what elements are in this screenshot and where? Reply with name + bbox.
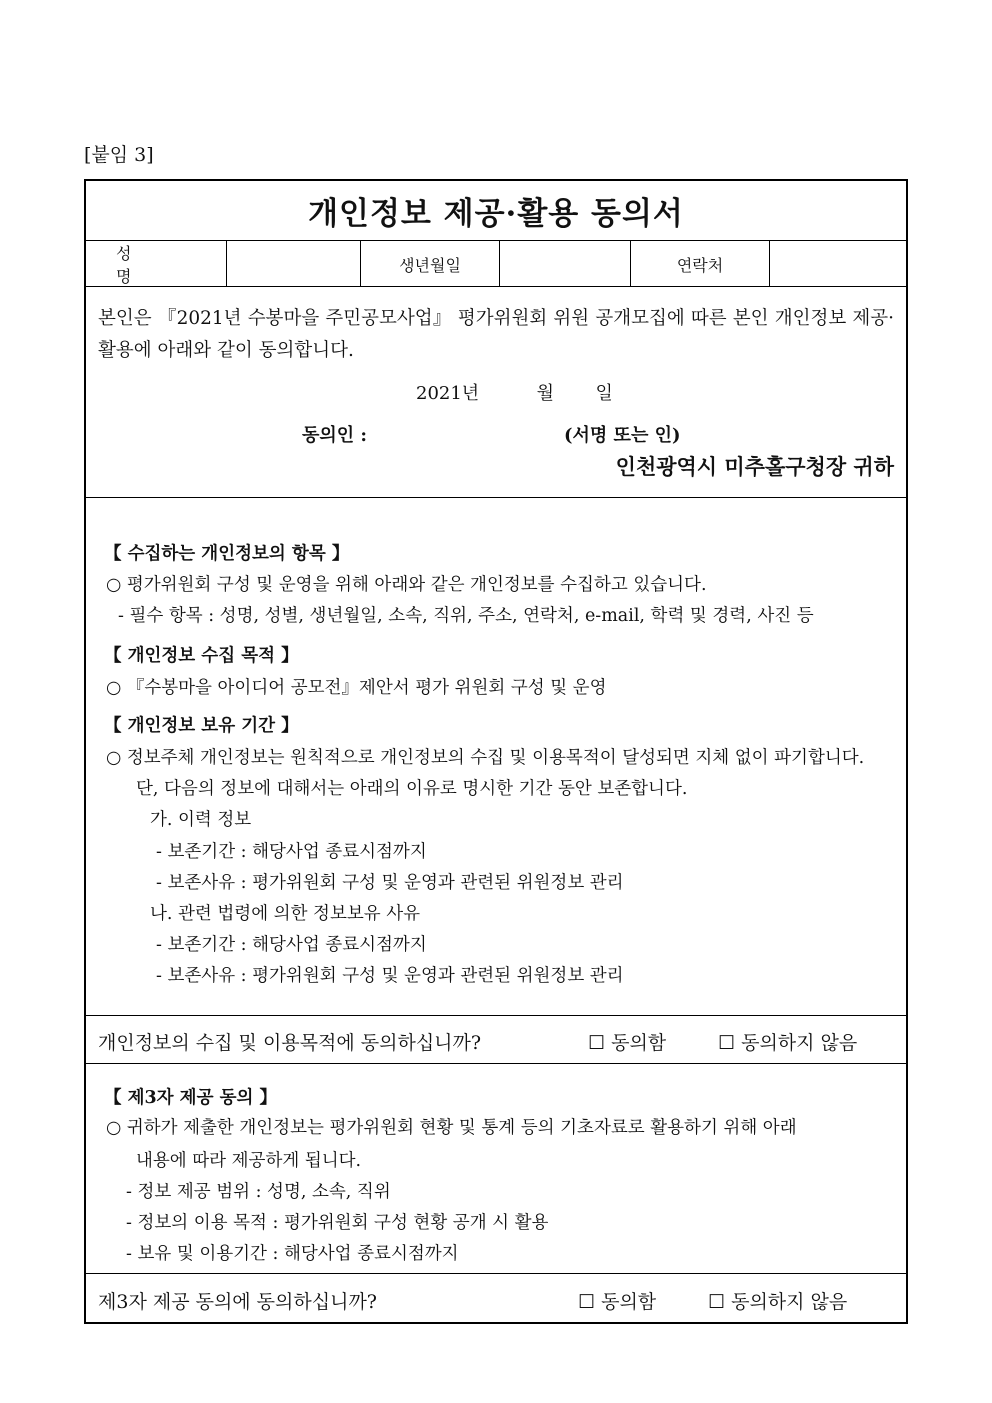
na-title: 나. 관련 법령에 의한 정보보유 사유: [150, 904, 421, 924]
third-party-section: [86, 1064, 906, 1274]
signature-note: (서명 또는 인): [564, 425, 681, 446]
consenter-label: 동의인 :: [302, 425, 368, 446]
ga-reason: - 보존사유 : 평가위원회 구성 및 운영과 관련된 위원정보 관리: [156, 873, 624, 893]
na-period: - 보존기간 : 해당사업 종료시점까지: [156, 935, 427, 955]
applicant-info-row: [86, 241, 906, 287]
third-party-line1: ○ 귀하가 제출한 개인정보는 평가위원회 현황 및 통계 등의 기초자료로 활용하기 위해 아래: [106, 1118, 797, 1138]
third-party-heading: 【 제3자 제공 동의 】: [104, 1088, 277, 1108]
checkbox-icon[interactable]: ☐: [708, 1291, 726, 1313]
third-party-period: - 보유 및 이용기간 : 해당사업 종료시점까지: [126, 1244, 459, 1264]
consent1-row: [86, 1016, 906, 1064]
ga-period: - 보존기간 : 해당사업 종료시점까지: [156, 842, 427, 862]
purpose-heading: 【 개인정보 수집 목적 】: [104, 646, 299, 666]
items-line2: - 필수 항목 : 성명, 성별, 생년월일, 소속, 직위, 주소, 연락처, e-mail, 학력 및 경력, 사진 등: [118, 606, 814, 626]
birth-field[interactable]: [500, 241, 631, 287]
consent2-disagree-label: 동의하지 않음: [731, 1291, 848, 1313]
ga-title: 가. 이력 정보: [150, 810, 252, 830]
retention-heading: 【 개인정보 보유 기간 】: [104, 716, 299, 736]
declaration-text: 본인은 『2021년 수봉마을 주민공모사업』 평가위원회 위원 공개모집에 따른 본인 개인정보 제공·활용에 아래와 같이 동의합니다.: [98, 308, 894, 361]
declaration-section: [86, 287, 906, 498]
purpose-line1: ○ 『수봉마을 아이디어 공모전』제안서 평가 위원회 구성 및 운영: [106, 678, 607, 698]
consent1-agree-label: 동의함: [611, 1032, 667, 1054]
third-party-purpose: - 정보의 이용 목적 : 평가위원회 구성 현황 공개 시 활용: [126, 1213, 549, 1233]
name-label: 성 명: [86, 241, 227, 287]
consent1-disagree-label: 동의하지 않음: [741, 1032, 858, 1054]
collection-section: [86, 498, 906, 1016]
declaration-date: [416, 379, 613, 405]
birth-label: 생년월일: [361, 241, 500, 287]
checkbox-icon[interactable]: ☐: [578, 1291, 596, 1313]
checkbox-icon[interactable]: ☐: [718, 1032, 736, 1054]
consent2-row: [86, 1274, 906, 1324]
retention-line2: 단, 다음의 정보에 대해서는 아래의 이유로 명시한 기간 동안 보존합니다.: [136, 779, 688, 799]
items-line1: ○ 평가위원회 구성 및 운영을 위해 아래와 같은 개인정보를 수집하고 있습니다.: [106, 575, 707, 595]
date-month: 월: [536, 383, 555, 404]
retention-line1: ○ 정보주체 개인정보는 원칙적으로 개인정보의 수집 및 이용목적이 달성되면 지체 없이 파기합니다.: [106, 748, 865, 768]
attachment-label: [붙임 3]: [84, 144, 154, 166]
contact-label: 연락처: [631, 241, 770, 287]
date-day: 일: [595, 383, 613, 404]
contact-field[interactable]: [770, 241, 906, 287]
date-year: 2021년: [416, 383, 480, 404]
items-heading: 【 수집하는 개인정보의 항목 】: [104, 544, 350, 564]
third-party-line2: 내용에 따라 제공하게 됩니다.: [136, 1151, 362, 1171]
consent2-agree-label: 동의함: [601, 1291, 657, 1313]
third-party-scope: - 정보 제공 범위 : 성명, 소속, 직위: [126, 1182, 391, 1202]
consent1-question: 개인정보의 수집 및 이용목적에 동의하십니까?: [98, 1032, 482, 1054]
consent2-agree-option[interactable]: [578, 1287, 656, 1314]
recipient: 인천광역시 미추홀구청장 귀하: [615, 454, 894, 479]
consent-form: [84, 179, 908, 1324]
checkbox-icon[interactable]: ☐: [588, 1032, 606, 1054]
consent2-question: 제3자 제공 동의에 동의하십니까?: [98, 1291, 377, 1313]
consent1-disagree-option[interactable]: [718, 1028, 857, 1055]
form-title: 개인정보 제공·활용 동의서: [86, 181, 906, 241]
na-reason: - 보존사유 : 평가위원회 구성 및 운영과 관련된 위원정보 관리: [156, 966, 624, 986]
consent1-agree-option[interactable]: [588, 1028, 666, 1055]
name-field[interactable]: [227, 241, 361, 287]
consent2-disagree-option[interactable]: [708, 1287, 847, 1314]
